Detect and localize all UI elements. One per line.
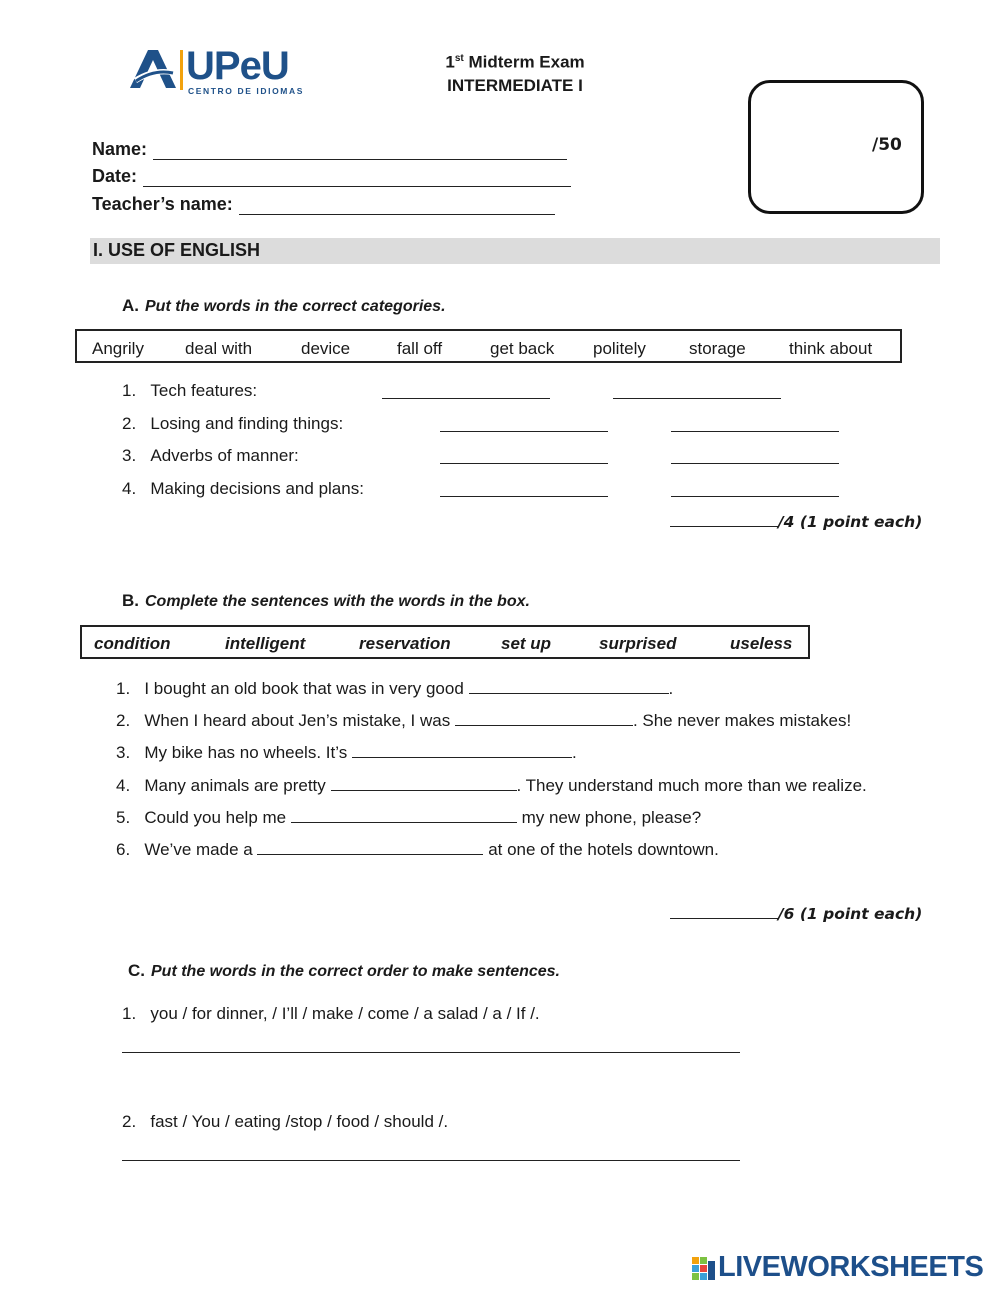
part-b-item-6: [116, 838, 719, 860]
part-c-item-2: [122, 1112, 448, 1132]
answer-blank[interactable]: [671, 480, 839, 497]
name-label: Name:: [92, 139, 148, 159]
part-b-item-2: [116, 709, 851, 731]
part-a-item-1: [122, 381, 257, 401]
item-number: 1.: [116, 679, 131, 698]
part-a-word-box: [75, 329, 902, 363]
item-number: 1.: [122, 1004, 137, 1023]
item-text-after: .: [668, 679, 674, 698]
answer-blank[interactable]: [291, 806, 517, 823]
part-b-item-5: [116, 806, 701, 828]
part-b-score: [670, 904, 922, 923]
teacher-field: [92, 194, 555, 215]
answer-line[interactable]: [122, 1160, 740, 1161]
word-box-item: think about: [789, 339, 873, 358]
liveworksheets-logo-icon: [692, 1257, 716, 1281]
date-label: Date:: [92, 166, 138, 186]
title-rest: Midterm Exam: [463, 52, 585, 72]
answer-blank[interactable]: [352, 741, 572, 758]
item-text-after: at one of the hotels downtown.: [488, 840, 719, 859]
part-b-word-box: [80, 625, 810, 659]
score-total: /50: [872, 135, 902, 155]
part-b-score-text: /6 (1 point each): [778, 905, 923, 923]
item-number: 6.: [116, 840, 131, 859]
answer-blank[interactable]: [671, 415, 839, 432]
item-text-after: . They understand much more than we realize.: [516, 776, 867, 795]
item-text-before: When I heard about Jen’s mistake, I was: [144, 711, 451, 730]
answer-blank[interactable]: [455, 709, 633, 726]
title-superscript: st: [454, 53, 464, 64]
exam-level: INTERMEDIATE I: [447, 76, 583, 95]
word-box-item: politely: [593, 339, 646, 358]
part-b-item-3: [116, 741, 577, 763]
part-b-instruction-text: Complete the sentences with the words in the box.: [145, 593, 530, 610]
section-title: I. USE OF ENGLISH: [93, 240, 261, 260]
part-c-instruction: [128, 961, 560, 981]
part-a-instruction-text: Put the words in the correct categories.: [145, 298, 446, 315]
item-number: 4.: [116, 776, 131, 795]
upeu-logo: [128, 46, 318, 100]
item-text-before: We’ve made a: [144, 840, 253, 859]
word-box-item: deal with: [185, 339, 253, 358]
part-a-letter: A.: [122, 296, 139, 315]
item-number: 1.: [122, 381, 137, 400]
word-box-item: reservation: [359, 634, 451, 653]
part-b-instruction: [122, 591, 530, 611]
answer-blank[interactable]: [671, 447, 839, 464]
item-number: 5.: [116, 808, 131, 827]
word-box-item: useless: [730, 634, 793, 653]
word-box-item: storage: [689, 339, 746, 358]
part-a-instruction: [122, 296, 446, 316]
item-text: fast / You / eating /stop / food / should /.: [150, 1112, 449, 1131]
item-text: Adverbs of manner:: [150, 446, 299, 465]
answer-blank[interactable]: [469, 677, 669, 694]
word-box-item: get back: [490, 339, 555, 358]
item-text: Tech features:: [150, 381, 258, 400]
item-text-after: my new phone, please?: [521, 808, 702, 827]
answer-blank[interactable]: [257, 838, 483, 855]
date-field: [92, 166, 571, 187]
word-box-item: device: [301, 339, 351, 358]
item-text-before: Could you help me: [144, 808, 287, 827]
part-b-letter: B.: [122, 591, 139, 610]
answer-blank[interactable]: [440, 415, 608, 432]
item-number: 2.: [122, 1112, 137, 1131]
logo-brand-text: UPeU: [186, 44, 289, 88]
answer-blank[interactable]: [382, 382, 550, 399]
upeu-a-mark-icon: [128, 48, 178, 90]
item-text: you / for dinner, / I’ll / make / come / a salad / a / If /.: [150, 1004, 540, 1023]
title-number: 1: [445, 52, 455, 72]
part-b-item-1: [116, 677, 673, 699]
part-a-item-2: [122, 414, 343, 434]
teacher-input-line[interactable]: [239, 196, 555, 215]
part-c-instruction-text: Put the words in the correct order to make sentences.: [151, 963, 560, 980]
item-text-before: My bike has no wheels. It’s: [144, 743, 348, 762]
part-a-score-text: /4 (1 point each): [778, 513, 923, 531]
word-box-item: surprised: [599, 634, 677, 653]
name-field: [92, 139, 567, 160]
liveworksheets-brand: LIVEWORKSHEETS: [718, 1251, 984, 1283]
item-text-before: Many animals are pretty: [144, 776, 326, 795]
word-box-item: Angrily: [92, 339, 144, 358]
item-number: 3.: [116, 743, 131, 762]
part-a-item-3: [122, 446, 299, 466]
answer-blank[interactable]: [613, 382, 781, 399]
logo-divider: [180, 50, 183, 90]
exam-title: [380, 48, 650, 74]
item-number: 2.: [122, 414, 137, 433]
answer-blank[interactable]: [440, 480, 608, 497]
word-box-item: intelligent: [225, 634, 306, 653]
item-text-before: I bought an old book that was in very good: [144, 679, 464, 698]
teacher-label: Teacher’s name:: [92, 194, 233, 214]
part-a-score: [670, 512, 922, 531]
item-text-after: . She never makes mistakes!: [632, 711, 852, 730]
item-number: 4.: [122, 479, 137, 498]
part-a-item-4: [122, 479, 364, 499]
word-box-item: set up: [501, 634, 552, 653]
word-box-item: condition: [94, 634, 171, 653]
part-c-letter: C.: [128, 961, 145, 980]
answer-line[interactable]: [122, 1052, 740, 1053]
item-number: 3.: [122, 446, 137, 465]
item-text-after: .: [571, 743, 577, 762]
part-c-item-1: [122, 1004, 540, 1024]
answer-blank[interactable]: [440, 447, 608, 464]
name-input-line[interactable]: [153, 141, 567, 160]
item-number: 2.: [116, 711, 131, 730]
part-b-item-4: [116, 774, 867, 796]
word-box-item: fall off: [397, 339, 443, 358]
logo-subtitle: CENTRO DE IDIOMAS: [188, 86, 304, 96]
answer-blank[interactable]: [331, 774, 517, 791]
date-input-line[interactable]: [143, 168, 571, 187]
score-blank[interactable]: [670, 904, 778, 919]
score-blank[interactable]: [670, 512, 778, 527]
item-text: Losing and finding things:: [150, 414, 344, 433]
item-text: Making decisions and plans:: [150, 479, 364, 498]
